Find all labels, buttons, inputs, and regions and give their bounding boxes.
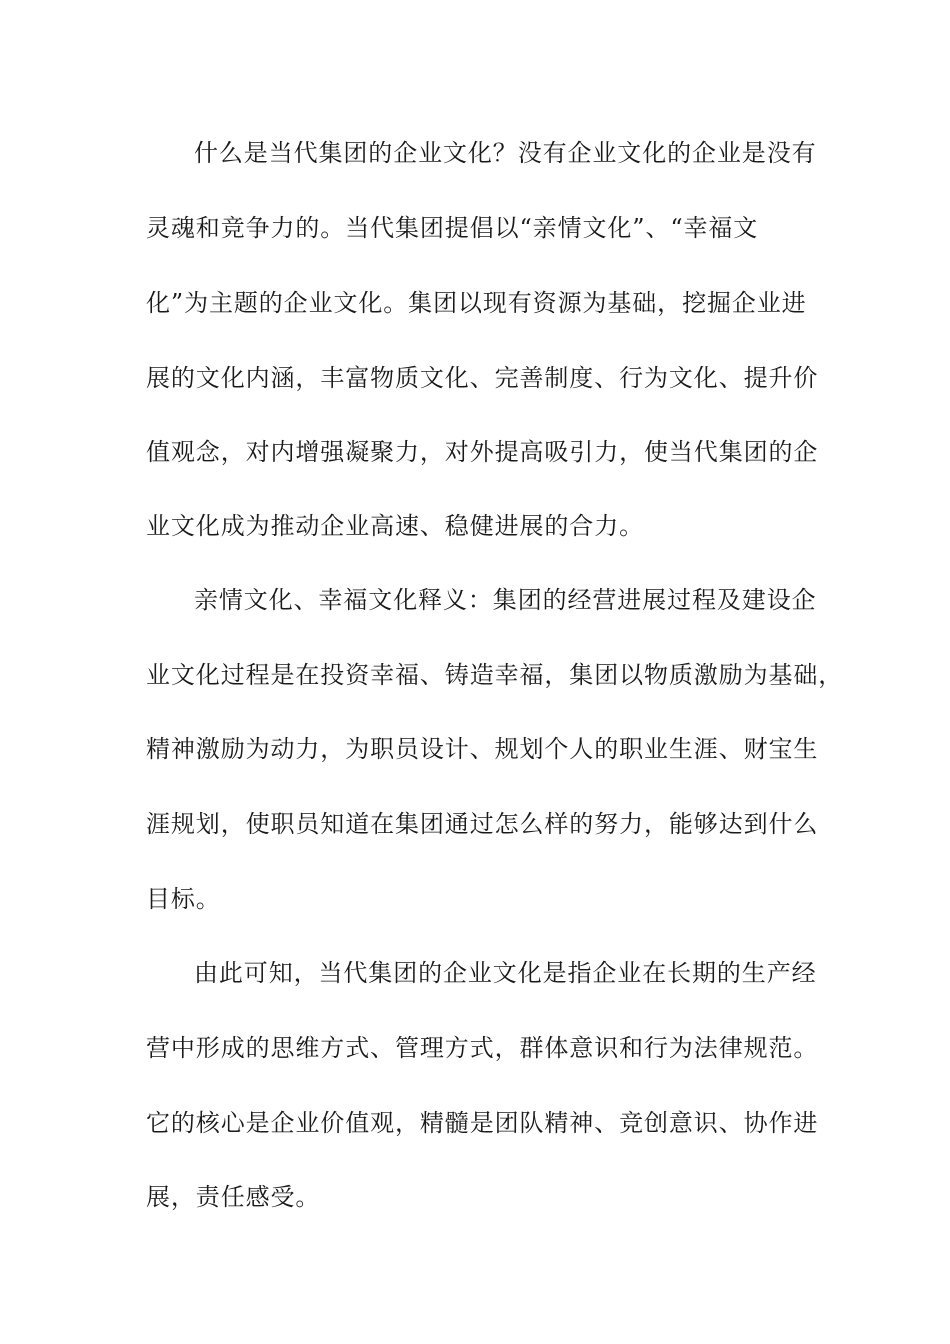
paragraph-2-line-5: 目标。	[146, 885, 221, 913]
paragraph-1-line-5: 值观念，对内增强凝聚力，对外提高吸引力，使当代集团的企	[146, 438, 819, 466]
paragraph-3-line-3: 它的核心是企业价值观，精髓是团队精神、竞创意识、协作进	[146, 1109, 819, 1137]
paragraph-3-line-4: 展，责任感受。	[146, 1183, 321, 1211]
paragraph-1-line-3: 化”为主题的企业文化。集团以现有资源为基础，挖掘企业进	[146, 289, 807, 317]
paragraph-1-line-2: 灵魂和竞争力的。当代集团提倡以“亲情文化”、“幸福文	[146, 214, 759, 242]
paragraph-3-line-2: 营中形成的思维方式、管理方式，群体意识和行为法律规范。	[146, 1034, 819, 1062]
paragraph-1-line-4: 展的文化内涵，丰富物质文化、完善制度、行为文化、提升价	[146, 364, 819, 392]
paragraph-2-line-3: 精神激励为动力，为职员设计、规划个人的职业生涯、财宝生	[146, 735, 819, 763]
paragraph-1-line-1: 什么是当代集团的企业文化？没有企业文化的企业是没有	[194, 139, 817, 167]
paragraph-1-line-6: 业文化成为推动企业高速、稳健进展的合力。	[146, 512, 644, 540]
paragraph-2-line-2: 业文化过程是在投资幸福、铸造幸福，集团以物质激励为基础，	[146, 661, 844, 689]
paragraph-2-line-1: 亲情文化、幸福文化释义：集团的经营进展过程及建设企	[194, 586, 817, 614]
paragraph-2-line-4: 涯规划，使职员知道在集团通过怎么样的努力，能够达到什么	[146, 810, 819, 838]
paragraph-3-line-1: 由此可知，当代集团的企业文化是指企业在长期的生产经	[194, 959, 817, 987]
